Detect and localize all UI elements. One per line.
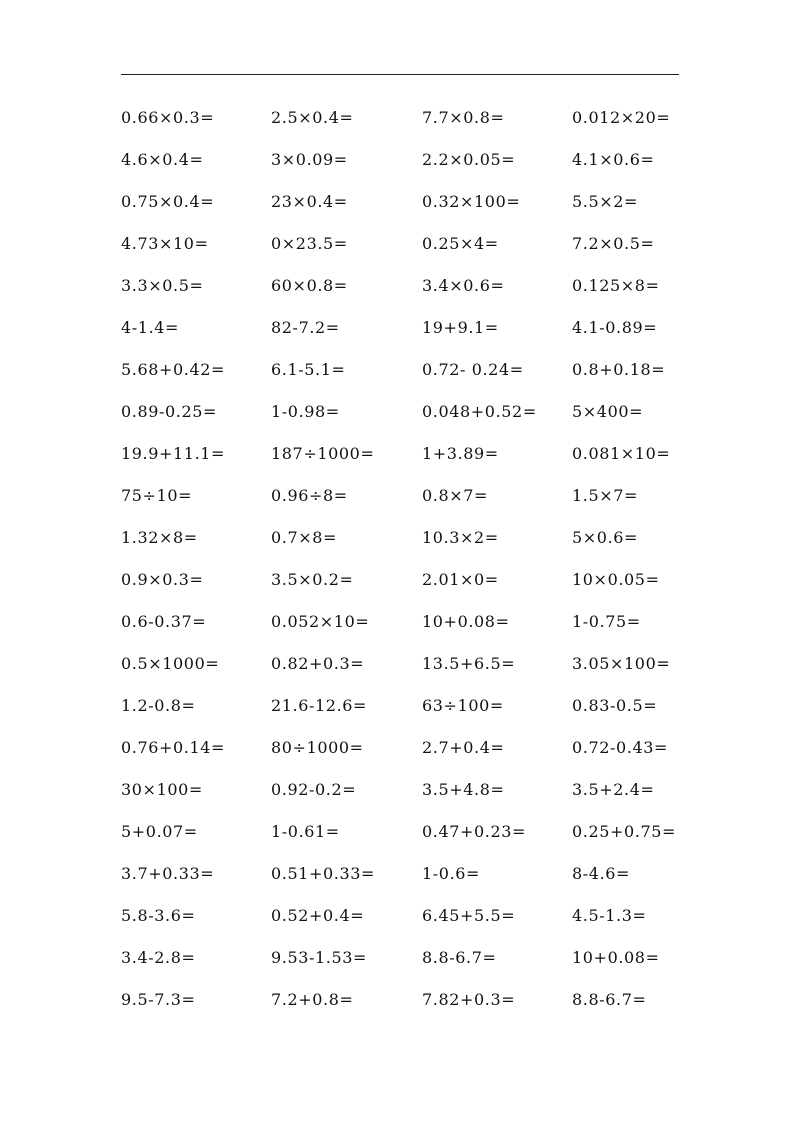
arithmetic-problem: 8.8-6.7= bbox=[422, 948, 497, 967]
arithmetic-problem: 75÷10= bbox=[121, 486, 193, 505]
arithmetic-problem: 8.8-6.7= bbox=[572, 990, 647, 1009]
arithmetic-problem: 0.82+0.3= bbox=[271, 654, 365, 673]
arithmetic-problem: 0.83-0.5= bbox=[572, 696, 658, 715]
arithmetic-problem: 60×0.8= bbox=[271, 276, 348, 295]
arithmetic-problem: 1-0.75= bbox=[572, 612, 641, 631]
arithmetic-problem: 4-1.4= bbox=[121, 318, 180, 337]
arithmetic-problem: 1-0.98= bbox=[271, 402, 340, 421]
problem-row bbox=[121, 559, 721, 601]
arithmetic-problem: 2.7+0.4= bbox=[422, 738, 505, 757]
arithmetic-problem: 0.51+0.33= bbox=[271, 864, 376, 883]
arithmetic-problem: 10.3×2= bbox=[422, 528, 499, 547]
arithmetic-problem: 1+3.89= bbox=[422, 444, 499, 463]
arithmetic-problem: 2.2×0.05= bbox=[422, 150, 516, 169]
problem-row bbox=[121, 643, 721, 685]
arithmetic-problem: 6.1-5.1= bbox=[271, 360, 346, 379]
arithmetic-problem: 2.5×0.4= bbox=[271, 108, 354, 127]
problem-row bbox=[121, 349, 721, 391]
arithmetic-problem: 19.9+11.1= bbox=[121, 444, 226, 463]
arithmetic-problem: 4.1-0.89= bbox=[572, 318, 658, 337]
arithmetic-problem: 63÷100= bbox=[422, 696, 504, 715]
arithmetic-problem: 3.3×0.5= bbox=[121, 276, 204, 295]
problem-row bbox=[121, 391, 721, 433]
problem-row bbox=[121, 475, 721, 517]
arithmetic-problem: 10×0.05= bbox=[572, 570, 660, 589]
arithmetic-problem: 0.8×7= bbox=[422, 486, 489, 505]
top-divider-line bbox=[121, 74, 679, 75]
arithmetic-problem: 0.47+0.23= bbox=[422, 822, 527, 841]
arithmetic-problem: 0×23.5= bbox=[271, 234, 348, 253]
arithmetic-problem: 30×100= bbox=[121, 780, 203, 799]
arithmetic-problem: 4.1×0.6= bbox=[572, 150, 655, 169]
arithmetic-problem: 3.4×0.6= bbox=[422, 276, 505, 295]
arithmetic-problem: 5.8-3.6= bbox=[121, 906, 196, 925]
arithmetic-problem: 5+0.07= bbox=[121, 822, 198, 841]
arithmetic-problem: 1.5×7= bbox=[572, 486, 639, 505]
problem-row bbox=[121, 979, 721, 1021]
arithmetic-problem: 7.2+0.8= bbox=[271, 990, 354, 1009]
problem-row bbox=[121, 937, 721, 979]
arithmetic-problem: 5.5×2= bbox=[572, 192, 639, 211]
problem-row bbox=[121, 727, 721, 769]
arithmetic-problem: 19+9.1= bbox=[422, 318, 499, 337]
arithmetic-problem: 0.25+0.75= bbox=[572, 822, 677, 841]
arithmetic-problem: 5×400= bbox=[572, 402, 644, 421]
arithmetic-problem: 6.45+5.5= bbox=[422, 906, 516, 925]
arithmetic-problem: 23×0.4= bbox=[271, 192, 348, 211]
problem-row bbox=[121, 433, 721, 475]
arithmetic-problem: 3.7+0.33= bbox=[121, 864, 215, 883]
arithmetic-problem: 0.6-0.37= bbox=[121, 612, 207, 631]
arithmetic-problem: 13.5+6.5= bbox=[422, 654, 516, 673]
problem-row bbox=[121, 685, 721, 727]
arithmetic-problem: 1.2-0.8= bbox=[121, 696, 196, 715]
arithmetic-problem: 5×0.6= bbox=[572, 528, 639, 547]
arithmetic-problem: 0.7×8= bbox=[271, 528, 338, 547]
arithmetic-problem: 1.32×8= bbox=[121, 528, 198, 547]
arithmetic-problem: 3.4-2.8= bbox=[121, 948, 196, 967]
problem-row bbox=[121, 517, 721, 559]
arithmetic-problem: 10+0.08= bbox=[572, 948, 660, 967]
arithmetic-problem: 0.9×0.3= bbox=[121, 570, 204, 589]
arithmetic-problem: 0.081×10= bbox=[572, 444, 671, 463]
arithmetic-problem: 7.82+0.3= bbox=[422, 990, 516, 1009]
arithmetic-problem: 0.052×10= bbox=[271, 612, 370, 631]
arithmetic-problem: 82-7.2= bbox=[271, 318, 340, 337]
arithmetic-problem: 7.7×0.8= bbox=[422, 108, 505, 127]
arithmetic-problem: 0.76+0.14= bbox=[121, 738, 226, 757]
problem-row bbox=[121, 811, 721, 853]
arithmetic-problem: 0.25×4= bbox=[422, 234, 499, 253]
problem-row bbox=[121, 853, 721, 895]
arithmetic-problem: 0.012×20= bbox=[572, 108, 671, 127]
arithmetic-problem: 0.75×0.4= bbox=[121, 192, 215, 211]
arithmetic-problem: 0.5×1000= bbox=[121, 654, 220, 673]
arithmetic-problem: 0.048+0.52= bbox=[422, 402, 537, 421]
arithmetic-problem: 7.2×0.5= bbox=[572, 234, 655, 253]
arithmetic-problem: 0.125×8= bbox=[572, 276, 660, 295]
problem-row bbox=[121, 97, 721, 139]
problem-row bbox=[121, 139, 721, 181]
arithmetic-problem: 0.72-0.43= bbox=[572, 738, 669, 757]
problem-row bbox=[121, 601, 721, 643]
arithmetic-problem: 0.66×0.3= bbox=[121, 108, 215, 127]
arithmetic-problem: 2.01×0= bbox=[422, 570, 499, 589]
arithmetic-problem: 0.96÷8= bbox=[271, 486, 348, 505]
problem-row bbox=[121, 265, 721, 307]
arithmetic-problem: 9.5-7.3= bbox=[121, 990, 196, 1009]
arithmetic-problem: 8-4.6= bbox=[572, 864, 631, 883]
arithmetic-problem: 0.32×100= bbox=[422, 192, 521, 211]
problem-row bbox=[121, 307, 721, 349]
arithmetic-problem: 4.6×0.4= bbox=[121, 150, 204, 169]
arithmetic-problem: 187÷1000= bbox=[271, 444, 375, 463]
arithmetic-problem: 0.52+0.4= bbox=[271, 906, 365, 925]
arithmetic-problem: 0.89-0.25= bbox=[121, 402, 218, 421]
problem-grid bbox=[121, 97, 721, 1021]
arithmetic-problem: 80÷1000= bbox=[271, 738, 364, 757]
arithmetic-problem: 3.5×0.2= bbox=[271, 570, 354, 589]
arithmetic-problem: 1-0.6= bbox=[422, 864, 481, 883]
arithmetic-problem: 21.6-12.6= bbox=[271, 696, 368, 715]
problem-row bbox=[121, 223, 721, 265]
problem-row bbox=[121, 181, 721, 223]
arithmetic-problem: 0.72- 0.24= bbox=[422, 360, 524, 379]
arithmetic-problem: 3×0.09= bbox=[271, 150, 348, 169]
problem-row bbox=[121, 895, 721, 937]
arithmetic-problem: 5.68+0.42= bbox=[121, 360, 226, 379]
arithmetic-problem: 1-0.61= bbox=[271, 822, 340, 841]
problem-row bbox=[121, 769, 721, 811]
arithmetic-problem: 4.73×10= bbox=[121, 234, 209, 253]
arithmetic-problem: 3.5+2.4= bbox=[572, 780, 655, 799]
arithmetic-problem: 3.5+4.8= bbox=[422, 780, 505, 799]
arithmetic-problem: 4.5-1.3= bbox=[572, 906, 647, 925]
arithmetic-problem: 3.05×100= bbox=[572, 654, 671, 673]
arithmetic-problem: 0.8+0.18= bbox=[572, 360, 666, 379]
arithmetic-problem: 10+0.08= bbox=[422, 612, 510, 631]
arithmetic-problem: 9.53-1.53= bbox=[271, 948, 368, 967]
arithmetic-problem: 0.92-0.2= bbox=[271, 780, 357, 799]
